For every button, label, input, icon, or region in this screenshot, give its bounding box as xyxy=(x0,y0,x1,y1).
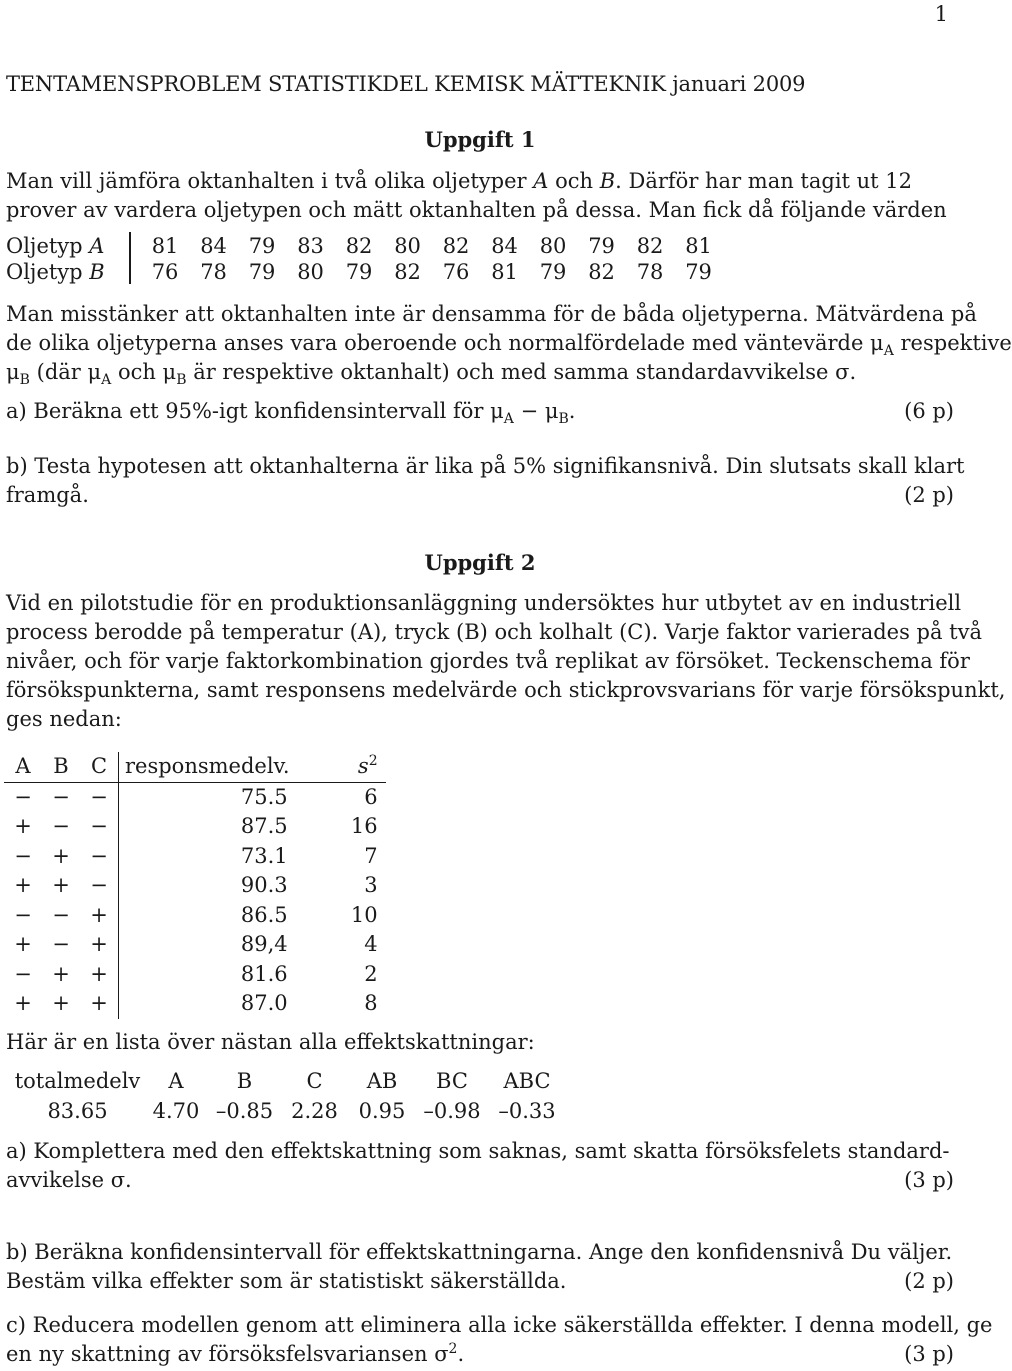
question-text: b) Beräkna konfidensintervall för effektskattningarna. Ange den konfidensnivå Du väljer. xyxy=(6,1240,953,1264)
oil-label: Oljetyp xyxy=(6,234,90,258)
cell-a: − xyxy=(14,784,32,809)
cell-mean: 87.0 xyxy=(119,989,294,1019)
cell-c: + xyxy=(90,961,108,986)
cell-mean: 81.6 xyxy=(119,960,294,990)
question-text: c) Reducera modellen genom att eliminera alla icke säkerställda effekter. I denna modell, ge xyxy=(6,1313,993,1337)
points: (2 p) xyxy=(904,1269,954,1293)
para-text: μ xyxy=(6,360,20,384)
oil-value: 83 xyxy=(297,234,324,258)
oil-value: 79 xyxy=(539,260,567,284)
oil-value: 79 xyxy=(588,234,615,258)
intro-text: och xyxy=(548,169,600,193)
question-text: en ny skattning av försöksfelsvariansen σ xyxy=(6,1342,449,1366)
design-row xyxy=(4,842,386,872)
oil-value: 82 xyxy=(636,234,664,258)
oil-value: 80 xyxy=(539,234,567,258)
effects-values xyxy=(10,1096,567,1126)
points: (2 p) xyxy=(904,483,954,507)
effect-value: –0.85 xyxy=(215,1098,274,1123)
oil-row-a xyxy=(6,232,734,261)
effect-value: –0.98 xyxy=(423,1098,481,1123)
para-text: de olika oljetyperna anses vara oberoende och normalfördelade med väntevärde μ xyxy=(6,331,884,355)
superscript: 2 xyxy=(368,753,378,770)
header-s2 xyxy=(294,752,386,782)
effect-header: totalmedelv xyxy=(14,1068,141,1093)
points: (3 p) xyxy=(904,1168,954,1192)
cell-c: + xyxy=(90,932,108,957)
header-mean: responsmedelv. xyxy=(119,752,294,782)
intro-text: . Därför har man tagit ut 12 xyxy=(615,169,913,193)
subscript: A xyxy=(101,372,112,389)
intro-line: ges nedan: xyxy=(6,707,122,731)
points: (3 p) xyxy=(904,1342,954,1366)
var-a: A xyxy=(533,169,549,193)
cell-c: − xyxy=(90,843,108,868)
cell-a: − xyxy=(14,843,32,868)
intro-text: prover av vardera oljetypen och mätt oktanhalten på dessa. Man fick då följande värden xyxy=(6,198,947,222)
effect-value: 0.95 xyxy=(358,1098,406,1123)
effect-header: B xyxy=(236,1068,253,1093)
task2-question-a xyxy=(6,1137,954,1195)
oil-value: 78 xyxy=(636,260,664,284)
cell-a: − xyxy=(14,902,32,927)
oil-value: 79 xyxy=(248,234,276,258)
design-row xyxy=(4,871,386,901)
subscript: B xyxy=(19,372,30,389)
intro-text: Man vill jämföra oktanhalten i två olika oljetyper xyxy=(6,169,534,193)
oil-value: 76 xyxy=(442,260,470,284)
header-a: A xyxy=(4,752,42,782)
design-table xyxy=(4,752,386,1019)
cell-mean: 75.5 xyxy=(119,782,294,812)
cell-b: − xyxy=(52,814,70,839)
header-c: C xyxy=(80,752,119,782)
intro-line: försökspunkterna, samt responsens medelvärde och stickprovsvarians för varje försökspunkt, xyxy=(6,678,1006,702)
oil-label: Oljetyp xyxy=(6,260,90,284)
question-text: . xyxy=(568,399,576,423)
cell-c: − xyxy=(90,814,108,839)
cell-b: − xyxy=(52,932,70,957)
oil-row-b xyxy=(6,258,734,287)
oil-letter: A xyxy=(89,234,105,258)
intro-line: nivåer, och för varje faktorkombination gjordes två replikat av försöket. Teckenschema för xyxy=(6,649,970,673)
question-text: . xyxy=(457,1342,465,1366)
cell-s2: 2 xyxy=(364,961,378,986)
cell-mean: 90.3 xyxy=(119,871,294,901)
task2-intro xyxy=(6,589,1006,734)
superscript: 2 xyxy=(448,1341,458,1357)
effects-intro: Här är en lista över nästan alla effektskattningar: xyxy=(6,1030,535,1054)
effect-value: 83.65 xyxy=(47,1098,108,1123)
task1-question-b xyxy=(6,452,965,510)
page-number: 1 xyxy=(934,2,948,26)
task2-question-b xyxy=(6,1238,954,1296)
cell-a: + xyxy=(14,991,32,1016)
effect-value: –0.33 xyxy=(498,1098,556,1123)
effect-header: A xyxy=(168,1068,184,1093)
para-text: (där μ xyxy=(29,360,102,384)
question-text: framgå. xyxy=(6,483,89,507)
task2-heading: Uppgift 2 xyxy=(424,550,536,575)
effect-value: 4.70 xyxy=(152,1098,200,1123)
cell-b: + xyxy=(52,991,70,1016)
exam-title: TENTAMENSPROBLEM STATISTIKDEL KEMISK MÄTTEKNIK januari 2009 xyxy=(6,72,806,96)
oil-value: 80 xyxy=(394,234,421,258)
oil-value: 76 xyxy=(151,260,179,284)
cell-mean: 86.5 xyxy=(119,901,294,931)
task2-question-c xyxy=(6,1311,993,1369)
subscript: B xyxy=(558,411,569,428)
cell-mean: 89,4 xyxy=(119,930,294,960)
task1-paragraph xyxy=(6,300,1012,389)
cell-s2: 8 xyxy=(364,991,378,1016)
question-text: Bestäm vilka effekter som är statistiskt säkerställda. xyxy=(6,1269,567,1293)
question-text: b) Testa hypotesen att oktanhalterna är lika på 5% signifikansnivå. Din slutsats skall klart xyxy=(6,454,965,478)
cell-s2: 16 xyxy=(350,814,378,839)
oil-values xyxy=(152,232,734,261)
oil-value: 80 xyxy=(297,260,324,284)
cell-s2: 10 xyxy=(350,902,378,927)
cell-c: − xyxy=(90,873,108,898)
task1-heading: Uppgift 1 xyxy=(424,127,536,152)
design-table-header xyxy=(4,752,386,782)
para-text: och μ xyxy=(111,360,177,384)
var-b: B xyxy=(599,169,616,193)
design-row xyxy=(4,812,386,842)
intro-line: process berodde på temperatur (A), tryck (B) och kolhalt (C). Varje faktor varierades på två xyxy=(6,620,983,644)
points: (6 p) xyxy=(904,399,954,423)
design-row xyxy=(4,782,386,812)
oil-value: 82 xyxy=(394,260,421,284)
para-text: respektive xyxy=(893,331,1012,355)
cell-c: − xyxy=(90,784,108,809)
intro-line: Vid en pilotstudie för en produktionsanläggning undersöktes hur utbytet av en industriell xyxy=(6,591,962,615)
effects-header xyxy=(10,1066,567,1096)
oil-value: 82 xyxy=(588,260,615,284)
cell-b: − xyxy=(52,784,70,809)
oil-value: 81 xyxy=(151,234,179,258)
cell-mean: 73.1 xyxy=(119,842,294,872)
oil-value: 78 xyxy=(200,260,227,284)
subscript: A xyxy=(503,411,514,428)
s-symbol: s xyxy=(357,754,369,779)
design-row xyxy=(4,930,386,960)
oil-value: 81 xyxy=(685,234,712,258)
oil-values xyxy=(152,258,734,287)
header-b: B xyxy=(42,752,80,782)
effect-header: ABC xyxy=(503,1068,551,1093)
cell-s2: 4 xyxy=(364,932,378,957)
effects-table xyxy=(10,1066,567,1126)
cell-a: + xyxy=(14,814,32,839)
oil-letter: B xyxy=(89,260,105,284)
cell-s2: 7 xyxy=(364,843,378,868)
subscript: B xyxy=(176,372,187,389)
cell-c: + xyxy=(90,902,108,927)
oil-value: 79 xyxy=(248,260,276,284)
cell-a: + xyxy=(14,932,32,957)
oil-value: 82 xyxy=(442,234,470,258)
effect-header: C xyxy=(306,1068,323,1093)
oil-value: 84 xyxy=(200,234,227,258)
cell-a: − xyxy=(14,961,32,986)
cell-b: + xyxy=(52,961,70,986)
question-text: a) Beräkna ett 95%-igt konfidensintervall för μ xyxy=(6,399,504,423)
oil-value: 79 xyxy=(345,260,373,284)
cell-c: + xyxy=(90,991,108,1016)
cell-s2: 3 xyxy=(364,873,378,898)
task1-question-a xyxy=(6,397,954,426)
task1-intro xyxy=(6,167,954,225)
cell-s2: 6 xyxy=(364,784,378,809)
effect-header: AB xyxy=(366,1068,398,1093)
cell-b: − xyxy=(52,902,70,927)
para-text: är respektive oktanhalt) och med samma standardavvikelse σ. xyxy=(186,360,857,384)
design-row xyxy=(4,989,386,1019)
question-text: avvikelse σ. xyxy=(6,1168,132,1192)
para-line: Man misstänker att oktanhalten inte är densamma för de båda oljetyperna. Mätvärdena på xyxy=(6,302,977,326)
effect-header: BC xyxy=(436,1068,468,1093)
design-row xyxy=(4,960,386,990)
oil-value: 84 xyxy=(491,234,518,258)
cell-a: + xyxy=(14,873,32,898)
design-row xyxy=(4,901,386,931)
subscript: A xyxy=(883,343,894,360)
cell-b: + xyxy=(52,843,70,868)
effect-value: 2.28 xyxy=(291,1098,338,1123)
question-text: a) Komplettera med den effektskattning som saknas, samt skatta försöksfelets standard- xyxy=(6,1139,950,1163)
question-text: − μ xyxy=(513,399,559,423)
cell-mean: 87.5 xyxy=(119,812,294,842)
oil-value: 79 xyxy=(685,260,712,284)
oil-value: 81 xyxy=(491,260,518,284)
cell-b: + xyxy=(52,873,70,898)
oil-value: 82 xyxy=(345,234,373,258)
